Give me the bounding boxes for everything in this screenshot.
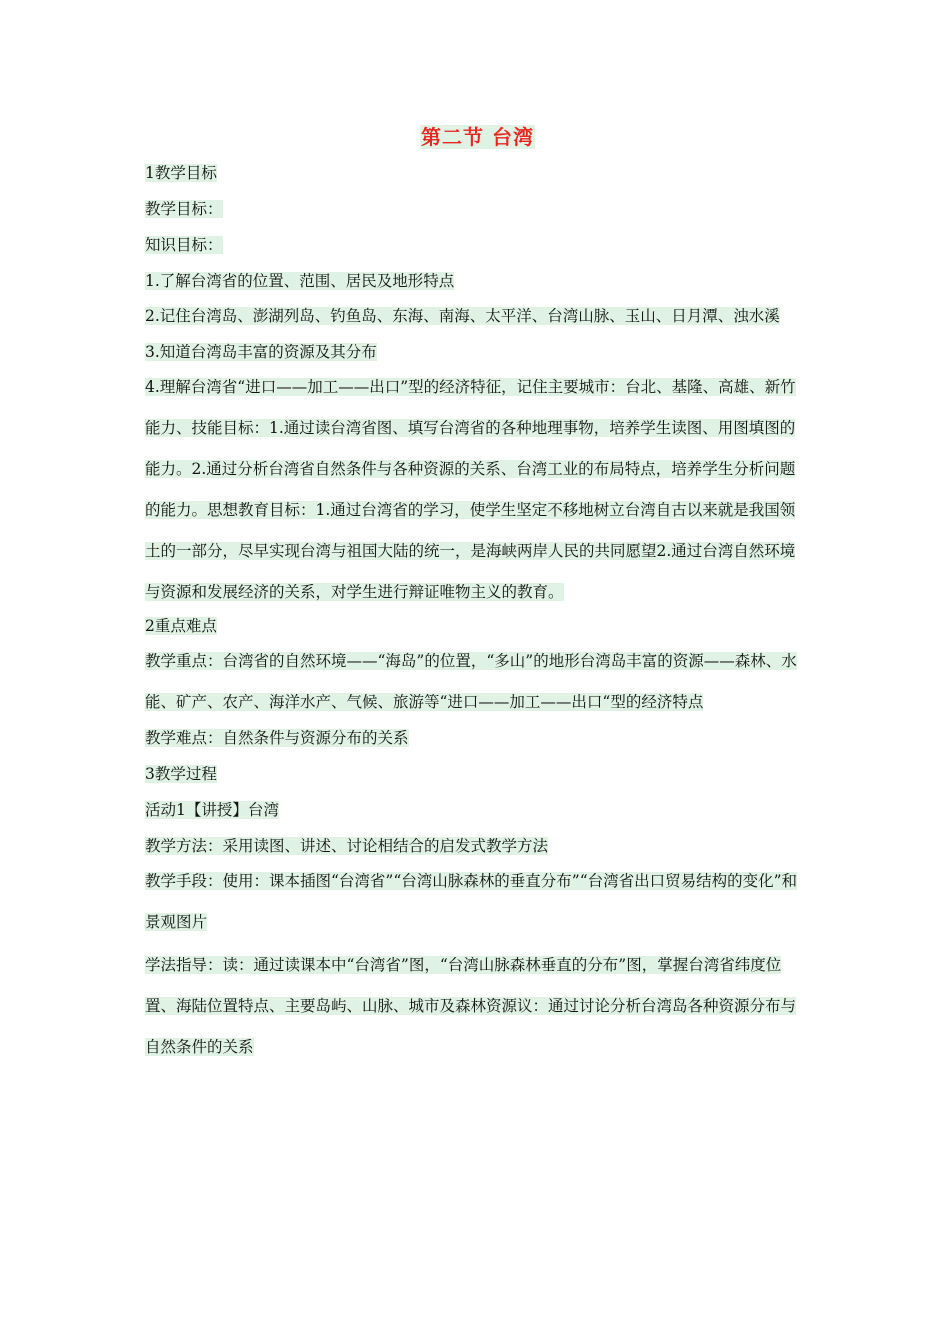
title-text: 第二节 台湾 (421, 125, 534, 149)
paragraph-goal-2: 2.记住台湾岛、澎湖列岛、钓鱼岛、东海、南海、太平洋、台湾山脉、玉山、日月潭、浊水溪 (145, 307, 780, 325)
paragraph-teaching-method: 教学方法：采用读图、讲述、讨论相结合的启发式教学方法 (145, 837, 549, 855)
section-heading-process: 3教学过程 (145, 765, 217, 783)
paragraph-goal-1: 1.了解台湾省的位置、范围、居民及地形特点 (145, 272, 455, 290)
paragraph-teaching-means: 教学手段：使用：课本插图“台湾省”“台湾山脉森林的垂直分布”“台湾省出口贸易结构的变化”和景观图片 (145, 872, 798, 931)
paragraph-knowledge-goals: 知识目标： (145, 236, 223, 254)
paragraph-difficult-points: 教学难点：自然条件与资源分布的关系 (145, 729, 409, 747)
document-title (145, 121, 810, 150)
paragraph-teaching-goals: 教学目标： (145, 200, 223, 218)
paragraph-ability-goals: 能力、技能目标：1.通过读台湾省图、填写台湾省的各种地理事物，培养学生读图、用图填图的能力。2.通过分析台湾省自然条件与各种资源的关系、台湾工业的布局特点，培养学生分析问题的能力。思想教育目标：1.通过台湾省的学习，使学生坚定不移地树立台湾自古以来就是我国领土的一部分，尽早实现台湾与祖国大陆的统一，是海峡两岸人民的共同愿望2.通过台湾自然环境与资源和发展经济的关系，对学生进行辩证唯物主义的教育。 (145, 419, 796, 601)
paragraph-activity-1: 活动1【讲授】台湾 (145, 801, 279, 819)
paragraph-study-guidance: 学法指导：读：通过读课本中“台湾省”图，“台湾山脉森林垂直的分布”图，掌握台湾省纬度位置、海陆位置特点、主要岛屿、山脉、城市及森林资源议：通过讨论分析台湾岛各种资源分布与自然条件的关系 (145, 956, 797, 1056)
section-heading-objectives: 1教学目标 (145, 164, 217, 182)
paragraph-goal-3: 3.知道台湾岛丰富的资源及其分布 (145, 343, 377, 361)
section-heading-key-points: 2重点难点 (145, 617, 217, 635)
paragraph-goal-4: 4.理解台湾省“进口——加工——出口”型的经济特征，记住主要城市：台北、基隆、高雄、新竹 (145, 378, 796, 396)
paragraph-key-points: 教学重点：台湾省的自然环境——“海岛”的位置，“多山”的地形台湾岛丰富的资源——森林、水能、矿产、农产、海洋水产、气候、旅游等“进口——加工——出口“型的经济特点 (145, 652, 797, 711)
document-body (145, 160, 810, 1078)
